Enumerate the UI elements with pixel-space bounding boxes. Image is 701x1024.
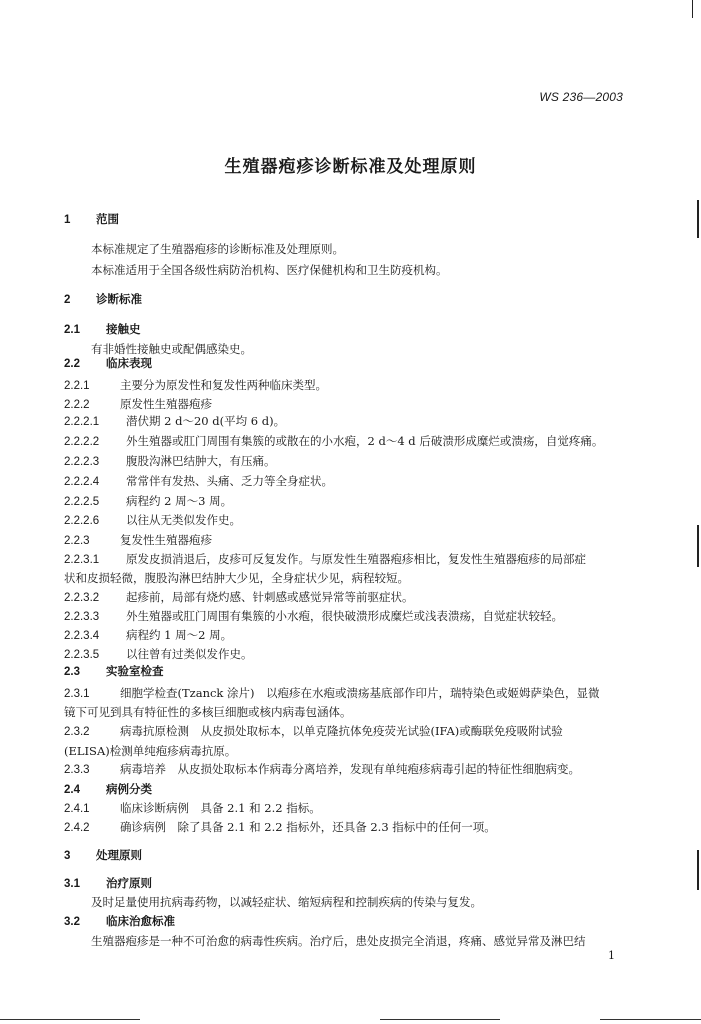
clause-text: 常常伴有发热、头痛、乏力等全身症状。 (126, 474, 333, 488)
clause-line (64, 647, 253, 662)
clause-line (64, 801, 321, 816)
clause-number: 2.2.2.4 (64, 476, 100, 488)
clause-line (64, 686, 600, 701)
clause-line (64, 322, 141, 337)
clause-line (64, 552, 586, 567)
clause-line (64, 782, 152, 797)
clause-text: 有非婚性接触史或配偶感染史。 (91, 342, 252, 356)
clause-text: 诊断标准 (96, 292, 142, 306)
clause-text: 病例分类 (106, 782, 152, 796)
clause-text: 外生殖器或肛门周围有集簇的或散在的小水疱，2 d～4 d 后破溃形成糜烂或溃疡，自觉疼痛。 (126, 434, 604, 448)
clause-text: 治疗原则 (106, 876, 152, 890)
clause-text: 腹股沟淋巴结肿大，有压痛。 (126, 454, 276, 468)
clause-number: 2.2.2.5 (64, 496, 100, 508)
paragraph-line (91, 934, 586, 948)
clause-number: 2.4.1 (64, 803, 90, 815)
clause-text: 复发性生殖器疱疹 (120, 533, 212, 547)
clause-text: 实验室检查 (106, 664, 164, 678)
clause-text: 状和皮损轻微，腹股沟淋巴结肿大少见，全身症状少见，病程较短。 (64, 571, 409, 585)
paragraph-line (91, 895, 482, 909)
clause-number: 2.2.1 (64, 380, 90, 392)
clause-text: 原发皮损消退后，皮疹可反复发作。与原发性生殖器疱疹相比，复发性生殖器疱疹的局部症 (126, 552, 586, 566)
clause-line (64, 762, 580, 777)
clause-text: 本标准适用于全国各级性病防治机构、医疗保健机构和卫生防疫机构。 (91, 263, 448, 277)
clause-text: 临床治愈标准 (106, 914, 175, 928)
clause-number: 3 (64, 850, 71, 862)
clause-number: 3.1 (64, 878, 80, 890)
clause-text: 以往从无类似发作史。 (126, 513, 241, 527)
margin-mark (692, 0, 693, 18)
clause-line (64, 590, 414, 605)
clause-text: 病毒抗原检测 从皮损处取标本，以单克隆抗体免疫荧光试验(IFA)或酶联免疫吸附试验 (120, 724, 563, 738)
clause-line (64, 820, 496, 835)
clause-text: 外生殖器或肛门周围有集簇的小水疱，很快破溃形成糜烂或浅表溃疡，自觉症状较轻。 (126, 609, 563, 623)
clause-text: 临床表现 (106, 356, 152, 370)
clause-number: 2.2.2.3 (64, 456, 100, 468)
clause-number: 2.1 (64, 324, 80, 336)
clause-number: 2.3 (64, 666, 80, 678)
clause-text: 主要分为原发性和复发性两种临床类型。 (120, 378, 327, 392)
page-number: 1 (608, 949, 615, 962)
clause-text: 范围 (96, 212, 119, 226)
clause-text: 病程约 1 周～2 周。 (126, 628, 233, 642)
paragraph-line (91, 263, 448, 277)
clause-number: 2.2.2.6 (64, 515, 100, 527)
clause-text: 镜下可见到具有特征性的多核巨细胞或核内病毒包涵体。 (64, 705, 352, 719)
clause-line (64, 724, 563, 739)
clause-line (64, 848, 142, 863)
clause-line (64, 533, 212, 548)
margin-mark (697, 850, 699, 890)
scan-edge (0, 1019, 140, 1020)
scan-edge (600, 1019, 701, 1020)
clause-text: 病毒培养 从皮损处取标本作病毒分离培养，发现有单纯疱疹病毒引起的特征性细胞病变。 (120, 762, 580, 776)
clause-text: 原发性生殖器疱疹 (120, 397, 212, 411)
paragraph-line (91, 342, 252, 356)
margin-mark (697, 525, 699, 567)
clause-number: 2.2 (64, 358, 80, 370)
clause-number: 3.2 (64, 916, 80, 928)
clause-line (64, 397, 212, 412)
clause-number: 2.2.2.1 (64, 416, 100, 428)
standard-code: WS 236—2003 (539, 90, 623, 104)
clause-line (64, 212, 119, 227)
clause-line (64, 292, 142, 307)
clause-line (64, 494, 232, 509)
clause-line (64, 356, 152, 371)
clause-number: 2.2.3.2 (64, 592, 100, 604)
clause-line (64, 414, 285, 429)
clause-line (64, 378, 327, 393)
clause-line (64, 513, 241, 528)
clause-text: 以往曾有过类似发作史。 (126, 647, 253, 661)
clause-line (64, 876, 152, 891)
clause-line (64, 914, 175, 929)
clause-number: 2.2.3.3 (64, 611, 100, 623)
paragraph-line (64, 571, 409, 585)
clause-line (64, 434, 603, 449)
clause-number: 2.3.3 (64, 764, 90, 776)
clause-line (64, 664, 164, 679)
clause-number: 2.2.3.5 (64, 649, 100, 661)
clause-number: 2.3.2 (64, 726, 90, 738)
paragraph-line (64, 705, 352, 719)
clause-line (64, 628, 232, 643)
margin-mark (697, 200, 699, 238)
clause-number: 2.2.3 (64, 535, 90, 547)
clause-text: 本标准规定了生殖器疱疹的诊断标准及处理原则。 (91, 242, 344, 256)
clause-number: 2.4.2 (64, 822, 90, 834)
clause-text: (ELISA)检测单纯疱疹病毒抗原。 (64, 744, 237, 758)
clause-number: 2.2.3.4 (64, 630, 100, 642)
clause-number: 2.2.2 (64, 399, 90, 411)
paragraph-line (64, 744, 236, 758)
clause-number: 1 (64, 214, 71, 226)
clause-text: 生殖器疱疹是一种不可治愈的病毒性疾病。治疗后，患处皮损完全消退，疼痛、感觉异常及淋巴结 (91, 934, 586, 948)
scan-edge (380, 1019, 500, 1020)
clause-line (64, 609, 563, 624)
clause-number: 2.2.2.2 (64, 436, 100, 448)
document-title: 生殖器疱疹诊断标准及处理原则 (224, 157, 477, 177)
clause-text: 处理原则 (96, 848, 142, 862)
clause-text: 及时足量使用抗病毒药物，以减轻症状、缩短病程和控制疾病的传染与复发。 (91, 895, 482, 909)
clause-text: 病程约 2 周～3 周。 (126, 494, 233, 508)
clause-number: 2.2.3.1 (64, 554, 100, 566)
clause-number: 2.3.1 (64, 688, 90, 700)
clause-line (64, 454, 276, 469)
clause-text: 细胞学检查(Tzanck 涂片) 以疱疹在水疱或溃疡基底部作印片，瑞特染色或姬姆萨染色，显微 (120, 686, 600, 700)
clause-number: 2.4 (64, 784, 80, 796)
clause-text: 临床诊断病例 具备 2.1 和 2.2 指标。 (120, 801, 321, 815)
clause-text: 潜伏期 2 d～20 d(平均 6 d)。 (126, 414, 286, 428)
clause-text: 确诊病例 除了具备 2.1 和 2.2 指标外，还具备 2.3 指标中的任何一项。 (120, 820, 496, 834)
clause-text: 接触史 (106, 322, 141, 336)
clause-number: 2 (64, 294, 71, 306)
clause-text: 起疹前，局部有烧灼感、针刺感或感觉异常等前驱症状。 (126, 590, 414, 604)
paragraph-line (91, 242, 344, 256)
clause-line (64, 474, 333, 489)
